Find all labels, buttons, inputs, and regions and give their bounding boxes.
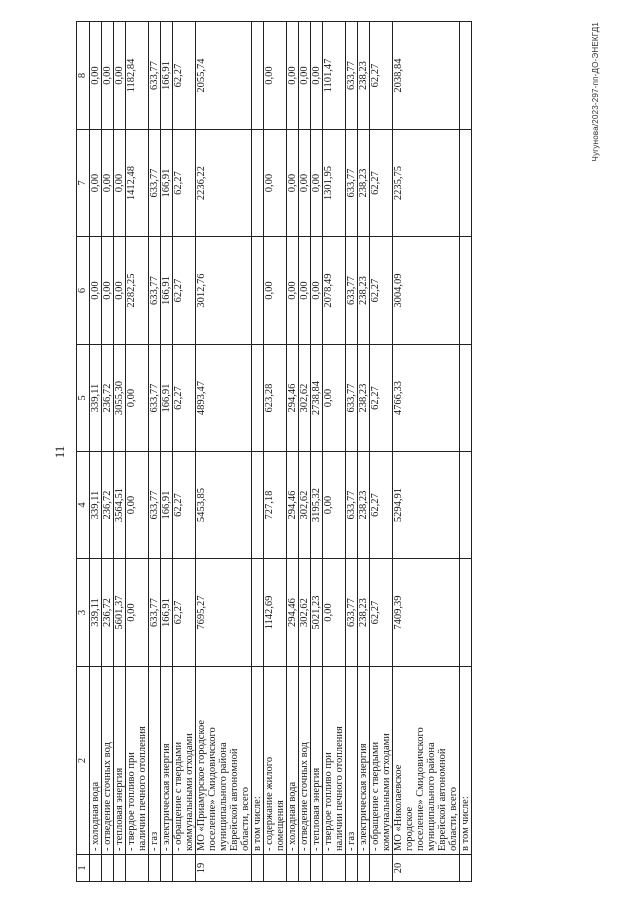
value-cell: 0,00 xyxy=(126,452,149,559)
table-row xyxy=(126,22,149,882)
value-cell: 0,00 xyxy=(287,237,299,345)
row-number xyxy=(287,855,299,882)
value-cell: 166,91 xyxy=(161,237,173,345)
row-number xyxy=(323,855,346,882)
row-number xyxy=(114,855,126,882)
value-cell: 3564,51 xyxy=(114,452,126,559)
value-cell: 302,62 xyxy=(299,452,311,559)
value-cell: 62,27 xyxy=(370,237,393,345)
value-cell: 238,23 xyxy=(358,452,370,559)
value-cell: 0,00 xyxy=(299,237,311,345)
value-cell: 166,91 xyxy=(161,559,173,667)
value-cell xyxy=(460,22,472,130)
value-cell: 633,77 xyxy=(149,130,161,237)
value-cell xyxy=(252,452,264,559)
row-number xyxy=(252,855,264,882)
value-cell: 633,77 xyxy=(149,22,161,130)
value-cell xyxy=(460,559,472,667)
value-cell: 0,00 xyxy=(299,130,311,237)
value-cell: 166,91 xyxy=(161,452,173,559)
row-number xyxy=(126,855,149,882)
row-label: в том числе: xyxy=(252,667,264,855)
value-cell: 62,27 xyxy=(370,452,393,559)
value-cell: 62,27 xyxy=(173,130,196,237)
value-cell: 7695,27 xyxy=(196,559,252,667)
value-cell: 633,77 xyxy=(346,452,358,559)
row-number xyxy=(102,855,114,882)
row-label: - обращение с твердыми коммунальными отходами xyxy=(370,667,393,855)
table-row xyxy=(311,22,323,882)
table-row xyxy=(287,22,299,882)
value-cell: 623,28 xyxy=(264,345,287,452)
value-cell: 727,18 xyxy=(264,452,287,559)
value-cell: 0,00 xyxy=(311,237,323,345)
value-cell: 633,77 xyxy=(346,22,358,130)
value-cell: 633,77 xyxy=(149,237,161,345)
row-number xyxy=(346,855,358,882)
value-cell xyxy=(252,130,264,237)
row-label: - содержание жилого помещения xyxy=(264,667,287,855)
header-cell: 1 xyxy=(77,855,90,882)
table-body xyxy=(77,22,472,882)
value-cell xyxy=(460,237,472,345)
value-cell: 633,77 xyxy=(346,130,358,237)
row-label: - тепловая энергия xyxy=(114,667,126,855)
value-cell: 302,62 xyxy=(299,559,311,667)
value-cell xyxy=(460,452,472,559)
header-cell: 3 xyxy=(77,559,90,667)
value-cell: 0,00 xyxy=(114,22,126,130)
value-cell: 1301,95 xyxy=(323,130,346,237)
value-cell: 294,46 xyxy=(287,345,299,452)
table-row xyxy=(323,22,346,882)
table-row xyxy=(102,22,114,882)
header-row xyxy=(77,22,90,882)
value-cell: 62,27 xyxy=(173,237,196,345)
value-cell: 0,00 xyxy=(126,559,149,667)
value-cell: 1101,47 xyxy=(323,22,346,130)
table-row xyxy=(460,22,472,882)
value-cell: 2055,74 xyxy=(196,22,252,130)
value-cell: 62,27 xyxy=(370,130,393,237)
value-cell: 238,23 xyxy=(358,130,370,237)
header-cell: 6 xyxy=(77,237,90,345)
table-row xyxy=(173,22,196,882)
row-label: - тепловая энергия xyxy=(311,667,323,855)
value-cell: 0,00 xyxy=(287,130,299,237)
row-number xyxy=(173,855,196,882)
header-cell: 8 xyxy=(77,22,90,130)
value-cell: 294,46 xyxy=(287,559,299,667)
value-cell: 0,00 xyxy=(90,237,102,345)
header-cell: 4 xyxy=(77,452,90,559)
tariff-table xyxy=(76,21,472,882)
value-cell: 62,27 xyxy=(370,559,393,667)
value-cell: 2738,84 xyxy=(311,345,323,452)
value-cell: 2078,49 xyxy=(323,237,346,345)
row-label: - холодная вода xyxy=(287,667,299,855)
row-label: - твердое топливо при наличии печного отопления xyxy=(126,667,149,855)
value-cell: 62,27 xyxy=(173,345,196,452)
value-cell: 633,77 xyxy=(346,237,358,345)
row-label: - обращение с твердыми коммунальными отходами xyxy=(173,667,196,855)
table-row xyxy=(161,22,173,882)
value-cell: 2236,22 xyxy=(196,130,252,237)
value-cell: 238,23 xyxy=(358,559,370,667)
value-cell: 0,00 xyxy=(126,345,149,452)
value-cell: 236,72 xyxy=(102,452,114,559)
value-cell: 238,23 xyxy=(358,22,370,130)
value-cell: 339,11 xyxy=(90,452,102,559)
value-cell: 0,00 xyxy=(102,237,114,345)
row-label: в том числе: xyxy=(460,667,472,855)
row-label: - электрическая энергия xyxy=(161,667,173,855)
value-cell xyxy=(460,130,472,237)
row-number xyxy=(311,855,323,882)
value-cell: 294,46 xyxy=(287,452,299,559)
value-cell: 5294,91 xyxy=(393,452,460,559)
value-cell: 166,91 xyxy=(161,345,173,452)
value-cell xyxy=(252,345,264,452)
value-cell: 0,00 xyxy=(311,22,323,130)
row-number xyxy=(264,855,287,882)
table-row xyxy=(252,22,264,882)
value-cell: 62,27 xyxy=(173,559,196,667)
value-cell: 633,77 xyxy=(346,559,358,667)
row-number xyxy=(149,855,161,882)
row-label: - твердое топливо при наличии печного отопления xyxy=(323,667,346,855)
value-cell: 0,00 xyxy=(114,237,126,345)
value-cell: 4766,33 xyxy=(393,345,460,452)
row-number xyxy=(460,855,472,882)
row-number xyxy=(299,855,311,882)
value-cell: 0,00 xyxy=(323,452,346,559)
row-number: 20 xyxy=(393,855,460,882)
value-cell: 0,00 xyxy=(311,130,323,237)
value-cell: 4893,47 xyxy=(196,345,252,452)
value-cell: 5601,37 xyxy=(114,559,126,667)
row-label: - газ xyxy=(346,667,358,855)
header-cell: 2 xyxy=(77,667,90,855)
value-cell: 2235,75 xyxy=(393,130,460,237)
value-cell: 3004,09 xyxy=(393,237,460,345)
table-row xyxy=(358,22,370,882)
value-cell: 1412,48 xyxy=(126,130,149,237)
value-cell: 0,00 xyxy=(102,22,114,130)
value-cell: 62,27 xyxy=(370,22,393,130)
value-cell: 3195,32 xyxy=(311,452,323,559)
header-cell: 5 xyxy=(77,345,90,452)
value-cell xyxy=(252,237,264,345)
value-cell: 0,00 xyxy=(264,22,287,130)
rotated-page xyxy=(40,22,600,882)
value-cell xyxy=(460,345,472,452)
value-cell: 0,00 xyxy=(90,22,102,130)
value-cell: 1142,69 xyxy=(264,559,287,667)
page-number: 11 xyxy=(52,445,67,459)
value-cell: 7409,39 xyxy=(393,559,460,667)
row-number xyxy=(370,855,393,882)
value-cell: 633,77 xyxy=(149,559,161,667)
value-cell: 62,27 xyxy=(370,345,393,452)
table-row xyxy=(114,22,126,882)
header-cell: 7 xyxy=(77,130,90,237)
document-footer-code: Чугунова/2023-297-пп-ДО-ЭНЕКГД1 xyxy=(591,22,600,162)
value-cell xyxy=(252,559,264,667)
value-cell: 0,00 xyxy=(264,130,287,237)
value-cell: 0,00 xyxy=(264,237,287,345)
row-label: - холодная вода xyxy=(90,667,102,855)
value-cell: 5021,23 xyxy=(311,559,323,667)
value-cell: 633,77 xyxy=(149,452,161,559)
value-cell: 3012,76 xyxy=(196,237,252,345)
value-cell: 0,00 xyxy=(323,345,346,452)
value-cell: 238,23 xyxy=(358,345,370,452)
table-row xyxy=(346,22,358,882)
row-number xyxy=(90,855,102,882)
value-cell: 238,23 xyxy=(358,237,370,345)
row-label: - отведение сточных вод xyxy=(102,667,114,855)
value-cell: 0,00 xyxy=(287,22,299,130)
value-cell: 236,72 xyxy=(102,345,114,452)
value-cell: 633,77 xyxy=(346,345,358,452)
table-row xyxy=(196,22,252,882)
value-cell: 339,11 xyxy=(90,345,102,452)
row-label: МО «Приамурское городское поселение» Смидовичского муниципального района Еврейской автономной области, всего xyxy=(196,667,252,855)
table-row xyxy=(370,22,393,882)
value-cell: 166,91 xyxy=(161,22,173,130)
value-cell: 62,27 xyxy=(173,22,196,130)
value-cell: 0,00 xyxy=(114,130,126,237)
value-cell: 62,27 xyxy=(173,452,196,559)
row-label: - электрическая энергия xyxy=(358,667,370,855)
value-cell: 2282,25 xyxy=(126,237,149,345)
value-cell: 3055,30 xyxy=(114,345,126,452)
value-cell: 1182,84 xyxy=(126,22,149,130)
table-row xyxy=(299,22,311,882)
table-row xyxy=(149,22,161,882)
row-label: - отведение сточных вод xyxy=(299,667,311,855)
row-label: МО «Николаевское городское поселение» Смидовичского муниципального района Еврейской автономной области, всего xyxy=(393,667,460,855)
value-cell: 633,77 xyxy=(149,345,161,452)
value-cell: 0,00 xyxy=(299,22,311,130)
value-cell: 302,62 xyxy=(299,345,311,452)
row-number xyxy=(358,855,370,882)
value-cell: 5453,85 xyxy=(196,452,252,559)
table-row xyxy=(90,22,102,882)
value-cell: 339,11 xyxy=(90,559,102,667)
value-cell: 0,00 xyxy=(102,130,114,237)
value-cell: 0,00 xyxy=(323,559,346,667)
row-number: 19 xyxy=(196,855,252,882)
table-row xyxy=(393,22,460,882)
value-cell: 0,00 xyxy=(90,130,102,237)
row-label: - газ xyxy=(149,667,161,855)
value-cell xyxy=(252,22,264,130)
value-cell: 236,72 xyxy=(102,559,114,667)
row-number xyxy=(161,855,173,882)
value-cell: 2038,84 xyxy=(393,22,460,130)
table-row xyxy=(264,22,287,882)
value-cell: 166,91 xyxy=(161,130,173,237)
